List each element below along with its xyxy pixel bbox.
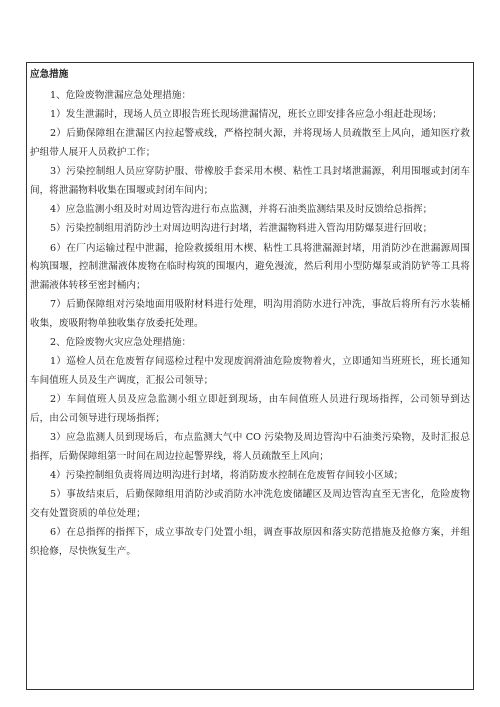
paragraph: 7）后勤保障组对污染地面用吸附材料进行处理，明沟用消防水进行冲洗，事故后将所有污水装桶收集，废吸附物单独收集存放委托处理。 <box>30 299 470 329</box>
paragraph: 1）发生泄漏时，现场人员立即报告班长现场泄漏情况，班长立即安排各应急小组赶赴现场； <box>50 109 442 121</box>
paragraph: 3）污染控制组人员应穿防护服、带橡胶手套采用木楔、粘性工具封堵泄漏源，利用围堰或封闭车间，将泄漏物料收集在围堰或封闭车间内； <box>30 166 470 197</box>
paragraph-leak-heading: 1、危险废物泄漏应急处理措施： <box>50 90 192 101</box>
document-frame <box>26 62 474 690</box>
section-title: 应急措施 <box>30 69 69 80</box>
paragraph: 5）污染控制组用消防沙土对周边明沟进行封堵，若泄漏物料进入管沟用防爆泵进行回收； <box>50 223 433 235</box>
document-body <box>30 87 470 562</box>
paragraph: 4）应急监测小组及时对周边管沟进行布点监测，并将石油类监测结果及时反馈给总指挥； <box>50 204 433 216</box>
paragraph: 6）在厂内运输过程中泄漏，抢险救援组用木楔、粘性工具将泄漏源封堵，用消防沙在泄漏源周围构筑围堰，控制泄漏液体废物在临时构筑的围堰内，避免漫流，然后利用小型防爆泵或消防铲等工具将泄漏液体转移至密封桶内； <box>30 242 470 292</box>
paragraph: 5）事故结束后，后勤保障组用消防沙或消防水冲洗危废储罐区及周边管沟直至无害化，危险废物交有处置资质的单位处理； <box>30 489 470 519</box>
paragraph: 2）后勤保障组在泄漏区内拉起警戒线，严格控制火源，并将现场人员疏散至上风向，通知医疗救护组带人展开人员救护工作； <box>30 128 470 159</box>
paragraph: 6）在总指挥的指挥下，成立事故专门处置小组，调查事故原因和落实防范措施及抢修方案，并组织抢修，尽快恢复生产。 <box>30 527 470 557</box>
paragraph: 2）车间值班人员及应急监测小组立即赶到现场，由车间值班人员进行现场指挥，公司领导到达后，由公司领导进行现场指挥； <box>30 394 470 424</box>
paragraph-fire-heading: 2、危险废物火灾应急处理措施： <box>50 337 192 349</box>
paragraph: 1）巡检人员在危废暂存间巡检过程中发现废润滑油危险废物着火，立即通知当班班长，班长通知车间值班人员及生产调度，汇报公司领导； <box>30 356 470 387</box>
paragraph: 4）污染控制组负责将周边明沟进行封堵，将消防废水控制在危废暂存间较小区域； <box>50 470 404 482</box>
paragraph: 3）应急监测人员到现场后，布点监测大气中 CO 污染物及周边管沟中石油类污染物，及时汇报总指挥，后勤保障组第一时间在周边拉起警界线，将人员疏散至上风向； <box>30 432 470 462</box>
